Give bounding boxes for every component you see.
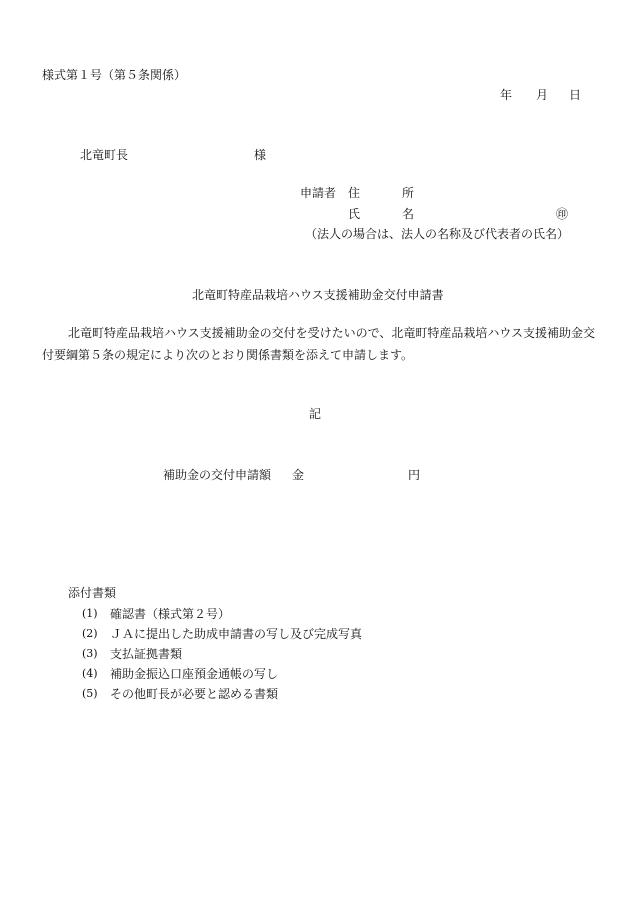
attachment-item: その他町長が必要と認める書類 bbox=[110, 687, 279, 701]
document-title: 北竜町特産品栽培ハウス支援補助金交付申請書 bbox=[192, 288, 444, 302]
attachment-item: 確認書（様式第２号） bbox=[110, 607, 231, 621]
seal-mark: ㊞ bbox=[556, 207, 569, 221]
body-line-2: 付要綱第５条の規定により次のとおり関係書類を添えて申請します。 bbox=[42, 348, 414, 362]
amount-label: 補助金の交付申請額 bbox=[163, 468, 272, 482]
date-day: 日 bbox=[569, 88, 582, 102]
ki-heading: 記 bbox=[309, 407, 322, 421]
address-label: 住 所 bbox=[348, 186, 421, 200]
date-month: 月 bbox=[536, 88, 549, 102]
amount-unit: 円 bbox=[408, 468, 421, 482]
attachment-item: 支払証拠書類 bbox=[110, 647, 183, 661]
attachment-number: (3) bbox=[82, 647, 98, 660]
form-number: 様式第１号（第５条関係） bbox=[42, 68, 187, 82]
attachment-item: 補助金振込口座預金通帳の写し bbox=[110, 667, 279, 681]
amount-prefix: 金 bbox=[292, 468, 305, 482]
attachment-number: (2) bbox=[82, 627, 98, 640]
attachment-number: (1) bbox=[82, 607, 98, 620]
attachment-item: ＪＡに提出した助成申請書の写し及び完成写真 bbox=[110, 627, 363, 641]
addressee-honorific: 様 bbox=[254, 148, 267, 162]
applicant-note: （法人の場合は、法人の名称及び代表者の氏名） bbox=[305, 227, 570, 241]
name-label: 氏 名 bbox=[348, 207, 421, 221]
attachments-heading: 添付書類 bbox=[68, 586, 117, 600]
body-line-1: 北竜町特産品栽培ハウス支援補助金の交付を受けたいので、北竜町特産品栽培ハウス支援補助金交 bbox=[68, 326, 596, 340]
addressee-name: 北竜町長 bbox=[80, 148, 129, 162]
date-year: 年 bbox=[500, 88, 513, 102]
attachment-number: (5) bbox=[82, 687, 98, 700]
applicant-label: 申請者 bbox=[300, 186, 337, 200]
attachment-number: (4) bbox=[82, 667, 98, 680]
